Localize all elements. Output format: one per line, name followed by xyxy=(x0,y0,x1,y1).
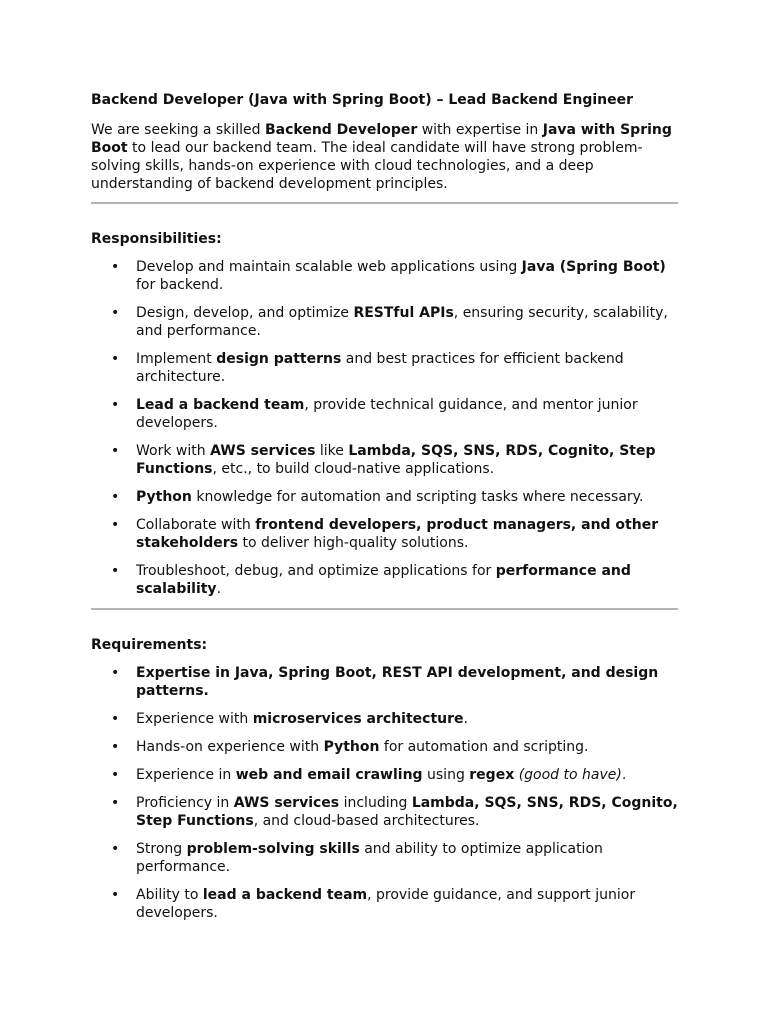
text-run: knowledge for automation and scripting tasks where necessary. xyxy=(191,489,644,505)
text-run: Develop and maintain scalable web applications using xyxy=(136,259,522,275)
intro-paragraph xyxy=(91,121,678,193)
text-run: and ability to optimize application performance. xyxy=(136,841,603,875)
bold-text: problem-solving skills xyxy=(186,841,360,857)
list-item xyxy=(91,664,681,700)
text-run: with expertise in xyxy=(417,122,543,138)
requirements-heading: Requirements: xyxy=(91,637,208,653)
list-item xyxy=(91,350,681,386)
text-run: Implement xyxy=(136,351,217,367)
bold-text: RESTful APIs xyxy=(353,305,454,321)
text-run: We are seeking a skilled xyxy=(91,122,265,138)
list-item xyxy=(91,562,681,598)
text-run: . xyxy=(463,711,468,727)
text-run: Design, develop, and optimize xyxy=(136,305,354,321)
text-run: for backend. xyxy=(136,277,224,293)
text-run: , provide technical guidance, and mentor junior developers. xyxy=(136,397,638,431)
text-run: Collaborate with xyxy=(136,517,256,533)
text-run: Experience in xyxy=(136,767,236,783)
text-run: using xyxy=(422,767,470,783)
bold-text: AWS services xyxy=(233,795,340,811)
bold-text: Backend Developer xyxy=(264,122,418,138)
bold-text: web and email crawling xyxy=(235,767,423,783)
text-run: , provide guidance, and support junior developers. xyxy=(136,887,636,921)
job-title: Backend Developer (Java with Spring Boot) – Lead Backend Engineer xyxy=(91,92,634,108)
text-run: . xyxy=(621,767,627,783)
requirements-list xyxy=(91,664,681,932)
text-run: Work with xyxy=(136,443,211,459)
text-run: to deliver high-quality solutions. xyxy=(238,535,469,551)
text-run: Proficiency in xyxy=(136,795,234,811)
italic-text: (good to have) xyxy=(518,767,622,783)
list-item xyxy=(91,516,681,552)
text-run: , and cloud-based architectures. xyxy=(253,813,480,829)
text-run: to lead our backend team. The ideal candidate will have strong problem-solving skills, hands-on experience with cloud technologies, and a deep understanding of backend development principles. xyxy=(91,140,643,192)
bold-text: frontend developers, product managers, and other stakeholders xyxy=(136,517,659,551)
responsibilities-list xyxy=(91,258,681,608)
text-run: Ability to xyxy=(136,887,203,903)
text-run: for automation and scripting. xyxy=(379,739,589,755)
text-run: , etc., to build cloud-native applications. xyxy=(212,461,495,477)
list-item xyxy=(91,840,681,876)
text-run: like xyxy=(315,443,349,459)
bold-text: microservices architecture xyxy=(252,711,464,727)
bold-text: Lambda, SQS, SNS, RDS, Cognito, Step Functions xyxy=(136,795,678,829)
bold-text: Java with Spring Boot xyxy=(91,122,672,156)
section-divider xyxy=(91,608,678,610)
list-item xyxy=(91,738,681,756)
bold-text: AWS services xyxy=(210,443,316,459)
bold-text: Lambda, SQS, SNS, RDS, Cognito, Step Functions xyxy=(136,443,656,477)
section-divider xyxy=(91,202,678,204)
list-item xyxy=(91,258,681,294)
bold-text: Python xyxy=(136,489,192,505)
text-run: Troubleshoot, debug, and optimize applications for xyxy=(136,563,496,579)
responsibilities-heading: Responsibilities: xyxy=(91,231,222,247)
list-item xyxy=(91,488,681,506)
bold-text: regex xyxy=(469,767,515,783)
text-run: Strong xyxy=(136,841,187,857)
text-run: , ensuring security, scalability, and performance. xyxy=(136,305,668,339)
list-item xyxy=(91,886,681,922)
bold-text: Lead a backend team xyxy=(136,397,305,413)
bold-text: Expertise in Java, Spring Boot, REST API development, and design patterns. xyxy=(136,665,659,699)
list-item xyxy=(91,766,681,784)
list-item xyxy=(91,442,681,478)
text-run: Experience with xyxy=(136,711,253,727)
list-item xyxy=(91,304,681,340)
bold-text: design patterns xyxy=(216,351,342,367)
text-run: including xyxy=(339,795,412,811)
bold-text: Java (Spring Boot) xyxy=(521,259,666,275)
bold-text: performance and scalability xyxy=(136,563,631,597)
text-run: and best practices for efficient backend architecture. xyxy=(136,351,624,385)
list-item xyxy=(91,396,681,432)
text-run: Hands-on experience with xyxy=(136,739,324,755)
bold-text: lead a backend team xyxy=(202,887,368,903)
text-run: . xyxy=(216,581,222,597)
list-item xyxy=(91,794,681,830)
bold-text: Python xyxy=(323,739,380,755)
list-item xyxy=(91,710,681,728)
